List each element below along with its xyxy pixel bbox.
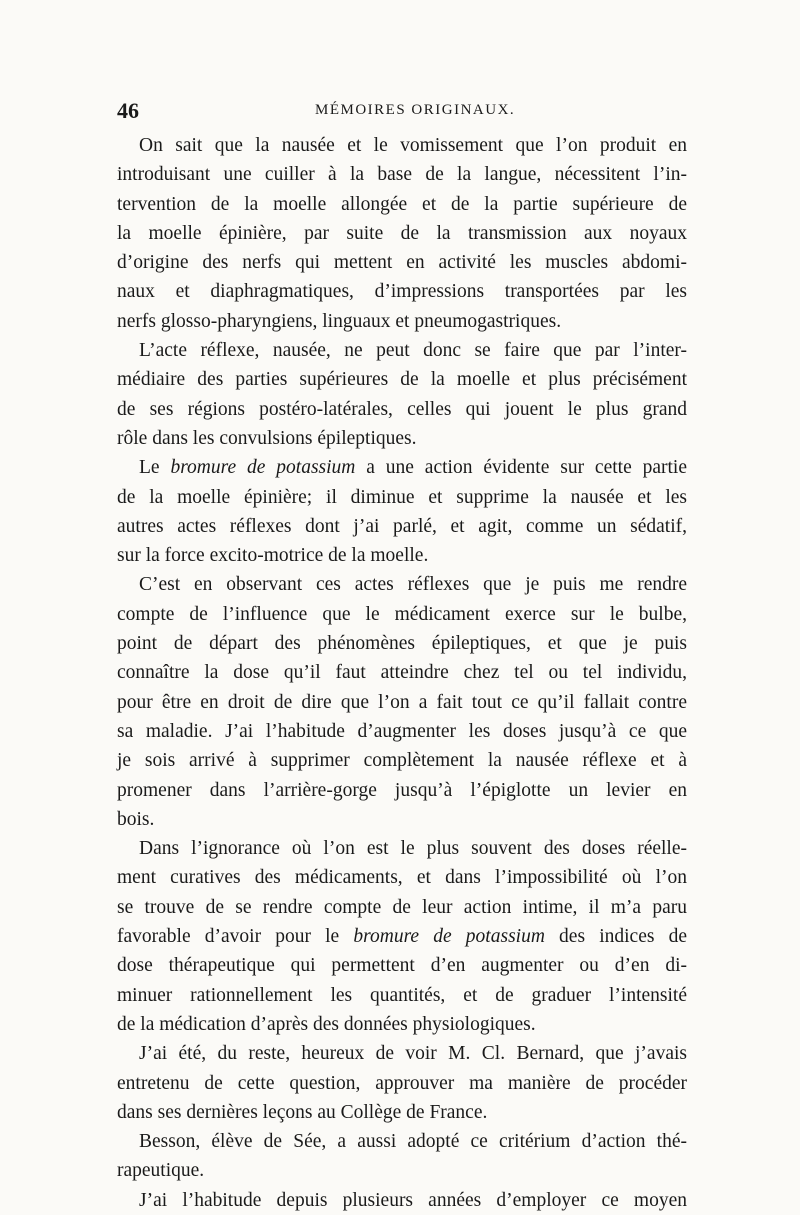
paragraph-4 bbox=[117, 570, 687, 834]
text-line bbox=[117, 453, 687, 482]
text-line: introduisant une cuiller à la base de la langue, nécessitent l’in- bbox=[117, 164, 687, 186]
text-line: compte de l’influence que le médicament exerce sur le bulbe, bbox=[117, 603, 687, 625]
text-run: favorable d’avoir pour le bbox=[117, 926, 354, 948]
text-line: pour être en droit de dire que l’on a fait tout ce qu’il fallait contre bbox=[117, 691, 687, 713]
text-line: la moelle épinière, par suite de la transmission aux noyaux bbox=[117, 222, 687, 244]
text-line: Besson, élève de Sée, a aussi adopté ce critérium d’action thé- bbox=[139, 1131, 687, 1153]
page-header bbox=[117, 98, 687, 124]
text-line: rôle dans les convulsions épileptiques. bbox=[117, 427, 417, 449]
text-line: C’est en observant ces actes réflexes que je puis me rendre bbox=[139, 574, 687, 596]
text-line bbox=[117, 922, 687, 951]
text-line: d’origine des nerfs qui mettent en activité les muscles abdomi- bbox=[117, 252, 687, 274]
italic-term: bromure de potassium bbox=[353, 926, 545, 948]
text-line: de la médication d’après des données physiologiques. bbox=[117, 1013, 536, 1035]
paragraph-8 bbox=[117, 1186, 687, 1215]
paragraph-1 bbox=[117, 131, 687, 336]
running-head: MÉMOIRES ORIGINAUX. bbox=[315, 102, 516, 118]
text-line: nerfs glosso-pharyngiens, linguaux et pneumogastriques. bbox=[117, 310, 562, 332]
text-line: je sois arrivé à supprimer complètement la nausée réflexe et à bbox=[117, 750, 687, 772]
text-line: de la moelle épinière; il diminue et supprime la nausée et les bbox=[117, 486, 687, 508]
text-line: On sait que la nausée et le vomissement que l’on produit en bbox=[139, 135, 687, 156]
text-line: L’acte réflexe, nausée, ne peut donc se faire que par l’inter- bbox=[139, 340, 687, 362]
text-line: tervention de la moelle allongée et de la partie supérieure de bbox=[117, 193, 687, 215]
text-run: Le bbox=[139, 457, 171, 479]
text-line: ment curatives des médicaments, et dans l’impossibilité où l’on bbox=[117, 867, 687, 889]
paragraph-7 bbox=[117, 1127, 687, 1186]
text-line: bois. bbox=[117, 808, 155, 830]
text-run: a une action évidente sur cette partie bbox=[355, 457, 687, 479]
text-line: sa maladie. J’ai l’habitude d’augmenter les doses jusqu’à ce que bbox=[117, 720, 687, 742]
page-number: 46 bbox=[117, 98, 139, 123]
body-text bbox=[117, 131, 687, 1215]
paragraph-5 bbox=[117, 834, 687, 1039]
text-line: médiaire des parties supérieures de la moelle et plus précisément bbox=[117, 369, 687, 391]
text-line: entretenu de cette question, approuver ma manière de procéder bbox=[117, 1072, 687, 1094]
text-line: connaître la dose qu’il faut atteindre chez tel ou tel individu, bbox=[117, 662, 687, 684]
text-line: minuer rationnellement les quantités, et de graduer l’intensité bbox=[117, 984, 687, 1006]
text-line: Dans l’ignorance où l’on est le plus souvent des doses réelle- bbox=[139, 838, 687, 860]
text-line: J’ai l’habitude depuis plusieurs années d’employer ce moyen bbox=[139, 1189, 687, 1211]
text-line: autres actes réflexes dont j’ai parlé, et agit, comme un sédatif, bbox=[117, 515, 687, 537]
text-line: dans ses dernières leçons au Collège de France. bbox=[117, 1101, 488, 1123]
text-line: de ses régions postéro-latérales, celles qui jouent le plus grand bbox=[117, 398, 687, 420]
text-line: se trouve de se rendre compte de leur action intime, il m’a paru bbox=[117, 896, 687, 918]
text-line: point de départ des phénomènes épileptiques, et que je puis bbox=[117, 633, 687, 655]
italic-term: bromure de potassium bbox=[170, 457, 356, 479]
text-run: des indices de bbox=[544, 926, 688, 948]
text-line: dose thérapeutique qui permettent d’en augmenter ou d’en di- bbox=[117, 955, 687, 977]
text-line: rapeutique. bbox=[117, 1160, 205, 1182]
text-line: promener dans l’arrière-gorge jusqu’à l’épiglotte un levier en bbox=[117, 779, 687, 801]
paragraph-3 bbox=[117, 453, 687, 570]
paragraph-6 bbox=[117, 1039, 687, 1127]
paragraph-2 bbox=[117, 336, 687, 453]
text-line: J’ai été, du reste, heureux de voir M. Cl. Bernard, que j’avais bbox=[139, 1043, 687, 1065]
text-line: sur la force excito-motrice de la moelle. bbox=[117, 545, 429, 567]
text-line: naux et diaphragmatiques, d’impressions transportées par les bbox=[117, 281, 687, 303]
